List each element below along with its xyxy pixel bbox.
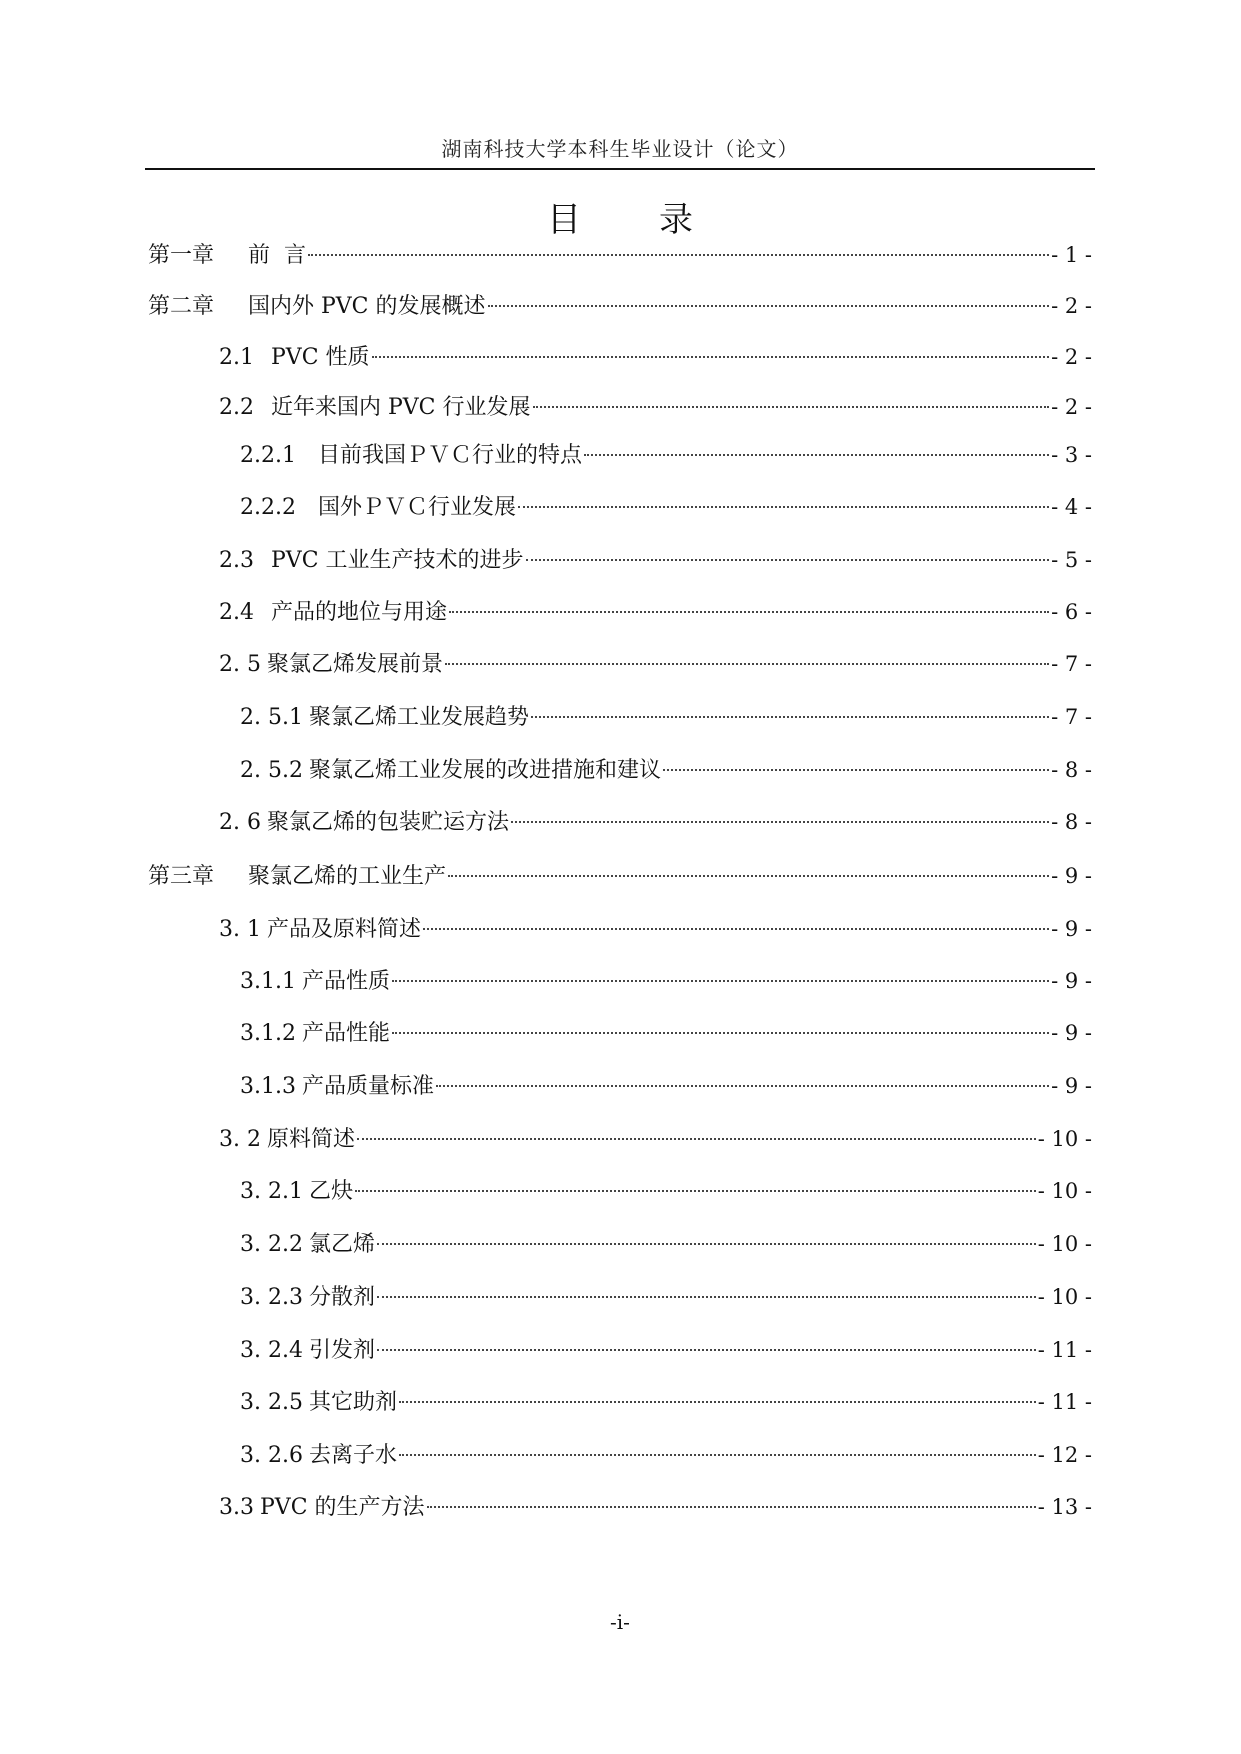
toc-entry-chapter[interactable] [148,291,1092,322]
toc-entry-title: 国外ＰＶＣ行业发展 [318,495,517,520]
toc-entry-page: - 11 - [1037,1338,1092,1362]
toc-entry-section[interactable] [219,545,1092,576]
toc-entry-number: 2.2.2 [240,495,296,520]
toc-entry-subsection[interactable] [240,1071,1092,1102]
toc-entry-page: - 3 - [1051,443,1092,467]
toc-dot-leader [511,821,1049,823]
toc-entry-title: PVC 的生产方法 [260,1495,425,1520]
toc-dot-leader [663,769,1049,771]
toc-dot-leader [449,611,1049,613]
toc-entry-subsection[interactable] [240,1335,1092,1366]
toc-entry-subsection[interactable] [240,702,1092,733]
toc-entry-section[interactable] [219,1492,1092,1523]
toc-entry-subsection[interactable] [240,1282,1092,1313]
toc-entry-page: - 5 - [1051,548,1092,572]
toc-entry-title: 目前我国ＰＶＣ行业的特点 [318,443,583,468]
toc-dot-leader [584,454,1049,456]
toc-dot-leader [399,1454,1036,1456]
toc-entry-page: - 9 - [1051,969,1092,993]
toc-dot-leader [526,559,1050,561]
toc-entry-page: - 11 - [1037,1390,1092,1414]
toc-dot-leader [448,875,1049,877]
toc-entry-number: 3. 2.5 [240,1390,303,1415]
toc-entry-title: 近年来国内 PVC 行业发展 [271,395,531,420]
toc-entry-number: 2.4 [219,600,254,625]
toc-entry-number: 2. 5.1 [240,705,303,730]
toc-entry-page: - 2 - [1051,345,1092,369]
toc-entry-number: 3. 2.4 [240,1338,303,1363]
toc-entry-title: 原料简述 [266,1127,355,1152]
toc-entry-subsection[interactable] [240,1440,1092,1471]
toc-entry-title: 产品性质 [301,969,390,994]
toc-entry-title: 分散剂 [308,1285,375,1310]
toc-dot-leader [377,1349,1036,1351]
toc-entry-number: 3. 2.3 [240,1285,303,1310]
toc-entry-number: 第一章 [148,243,215,268]
toc-entry-page: - 8 - [1051,758,1092,782]
toc-entry-title: 聚氯乙烯的包装贮运方法 [266,810,509,835]
toc-dot-leader [533,406,1050,408]
toc-entry-number: 2. 5 [219,652,261,677]
toc-entry-subsection[interactable] [240,1176,1092,1207]
toc-entry-page: - 1 - [1051,243,1092,267]
toc-dot-leader [392,980,1049,982]
toc-entry-subsection[interactable] [240,755,1092,786]
toc-entry-chapter[interactable] [148,240,1092,271]
toc-entry-title: 聚氯乙烯工业发展趋势 [308,705,529,730]
page-footer-number: -i- [610,1610,630,1634]
toc-entry-number: 3.1.3 [240,1074,296,1099]
toc-entry-page: - 9 - [1051,1021,1092,1045]
toc-entry-page: - 13 - [1037,1495,1092,1519]
toc-entry-title: 产品质量标准 [301,1074,434,1099]
toc-dot-leader [355,1190,1036,1192]
toc-entry-page: - 7 - [1051,705,1092,729]
toc-entry-title: PVC 性质 [271,345,370,370]
toc-entry-title: 聚氯乙烯发展前景 [266,652,443,677]
toc-entry-number: 3.1.1 [240,969,296,994]
toc-entry-page: - 9 - [1051,1074,1092,1098]
toc-dot-leader [518,506,1049,508]
toc-entry-subsection[interactable] [240,1229,1092,1260]
toc-entry-section[interactable] [219,807,1092,838]
toc-dot-leader [357,1138,1036,1140]
toc-entry-title: 产品性能 [301,1021,390,1046]
toc-entry-number: 3. 2 [219,1127,261,1152]
toc-entry-number: 2.2.1 [240,443,296,468]
toc-entry-title: PVC 工业生产技术的进步 [271,548,524,573]
toc-entry-section[interactable] [219,597,1092,628]
toc-dot-leader [377,1243,1036,1245]
toc-entry-title: 产品及原料简述 [266,917,421,942]
toc-entry-title: 前 言 [248,243,306,268]
toc-dot-leader [436,1085,1049,1087]
toc-entry-number: 第二章 [148,294,215,319]
toc-entry-section[interactable] [219,342,1092,373]
toc-dot-leader [423,928,1049,930]
toc-dot-leader [308,254,1049,256]
toc-dot-leader [377,1296,1036,1298]
toc-dot-leader [488,305,1050,307]
toc-entry-title: 乙炔 [308,1179,353,1204]
toc-entry-title: 国内外 PVC 的发展概述 [248,294,486,319]
toc-entry-page: - 2 - [1051,395,1092,419]
toc-dot-leader [445,663,1049,665]
toc-entry-page: - 12 - [1037,1443,1092,1467]
toc-entry-title: 其它助剂 [308,1390,397,1415]
toc-entry-title: 引发剂 [308,1338,375,1363]
toc-entry-page: - 10 - [1037,1179,1092,1203]
toc-entry-section[interactable] [219,649,1092,680]
toc-dot-leader [392,1032,1049,1034]
toc-entry-section[interactable] [219,392,1092,423]
toc-entry-subsection[interactable] [240,1387,1092,1418]
toc-entry-page: - 10 - [1037,1285,1092,1309]
page-title-left: 目 [547,200,581,240]
toc-entry-page: - 9 - [1051,864,1092,888]
toc-entry-number: 3.1.2 [240,1021,296,1046]
toc-entry-chapter[interactable] [148,861,1092,892]
toc-entry-subsection[interactable] [240,966,1092,997]
toc-entry-page: - 10 - [1037,1127,1092,1151]
toc-entry-number: 3. 2.2 [240,1232,303,1257]
toc-entry-number: 第三章 [148,864,215,889]
toc-entry-subsection[interactable] [240,1018,1092,1049]
toc-entry-number: 3. 1 [219,917,261,942]
toc-entry-page: - 7 - [1051,652,1092,676]
page-title-right: 录 [659,200,693,240]
toc-entry-page: - 4 - [1051,495,1092,519]
toc-entry-page: - 6 - [1051,600,1092,624]
toc-entry-title: 产品的地位与用途 [271,600,448,625]
toc-entry-section[interactable] [219,914,1092,945]
toc-entry-title: 聚氯乙烯工业发展的改进措施和建议 [308,758,661,783]
toc-entry-subsection[interactable] [240,492,1092,523]
toc-entry-number: 2. 5.2 [240,758,303,783]
toc-entry-page: - 2 - [1051,294,1092,318]
toc-dot-leader [427,1506,1036,1508]
toc-entry-number: 2.3 [219,548,254,573]
toc-entry-page: - 8 - [1051,810,1092,834]
toc-dot-leader [399,1401,1036,1403]
toc-entry-section[interactable] [219,1124,1092,1155]
toc-dot-leader [372,356,1050,358]
toc-entry-page: - 9 - [1051,917,1092,941]
toc-entry-number: 3. 2.6 [240,1443,303,1468]
toc-entry-title: 氯乙烯 [308,1232,375,1257]
toc-entry-number: 3. 2.1 [240,1179,303,1204]
page-header: 湖南科技大学本科生毕业设计（论文） [441,137,799,161]
toc-entry-title: 去离子水 [308,1443,397,1468]
toc-entry-number: 3.3 [219,1495,254,1520]
toc-entry-number: 2.2 [219,395,254,420]
toc-entry-title: 聚氯乙烯的工业生产 [248,864,447,889]
toc-entry-number: 2. 6 [219,810,261,835]
toc-entry-subsection[interactable] [240,440,1092,471]
toc-entry-page: - 10 - [1037,1232,1092,1256]
toc-dot-leader [531,716,1049,718]
toc-entry-number: 2.1 [219,345,254,370]
